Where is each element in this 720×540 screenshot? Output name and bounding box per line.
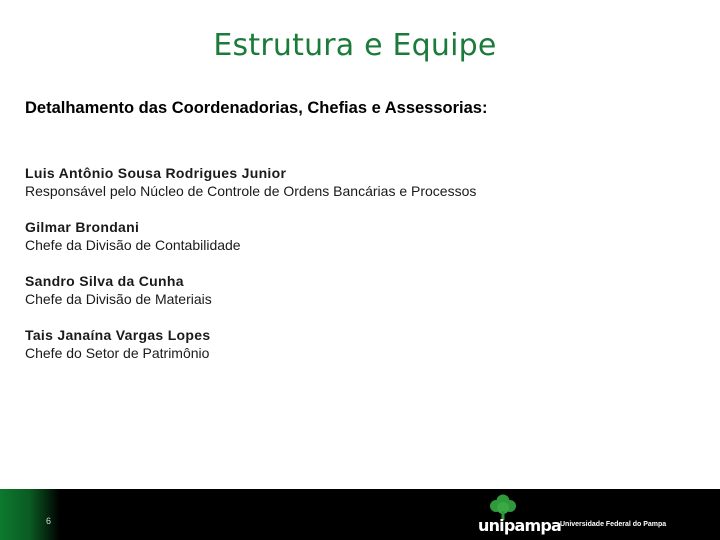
page-number: 6 — [46, 516, 52, 526]
person-role: Chefe da Divisão de Contabilidade — [25, 237, 241, 253]
people-list — [25, 164, 685, 380]
footer-bar — [0, 489, 720, 540]
logo-wordmark: unipampa — [478, 516, 562, 535]
person-name: Gilmar Brondani — [25, 219, 140, 235]
slide-title: Estrutura e Equipe — [213, 28, 497, 63]
person-name: Tais Janaína Vargas Lopes — [25, 327, 211, 343]
person-item — [25, 218, 685, 254]
person-role: Chefe do Setor de Patrimônio — [25, 345, 210, 361]
person-role: Responsável pelo Núcleo de Controle de Ordens Bancárias e Processos — [25, 183, 477, 199]
person-name: Sandro Silva da Cunha — [25, 273, 184, 289]
person-name: Luis Antônio Sousa Rodrigues Junior — [25, 165, 287, 181]
person-item — [25, 272, 685, 308]
unipampa-logo — [478, 493, 703, 537]
person-item — [25, 326, 685, 362]
section-heading: Detalhamento das Coordenadorias, Chefias e Assessorias: — [25, 99, 488, 117]
person-item — [25, 164, 685, 200]
person-role: Chefe da Divisão de Materiais — [25, 291, 212, 307]
logo-institution-name: Universidade Federal do Pampa — [560, 521, 667, 528]
